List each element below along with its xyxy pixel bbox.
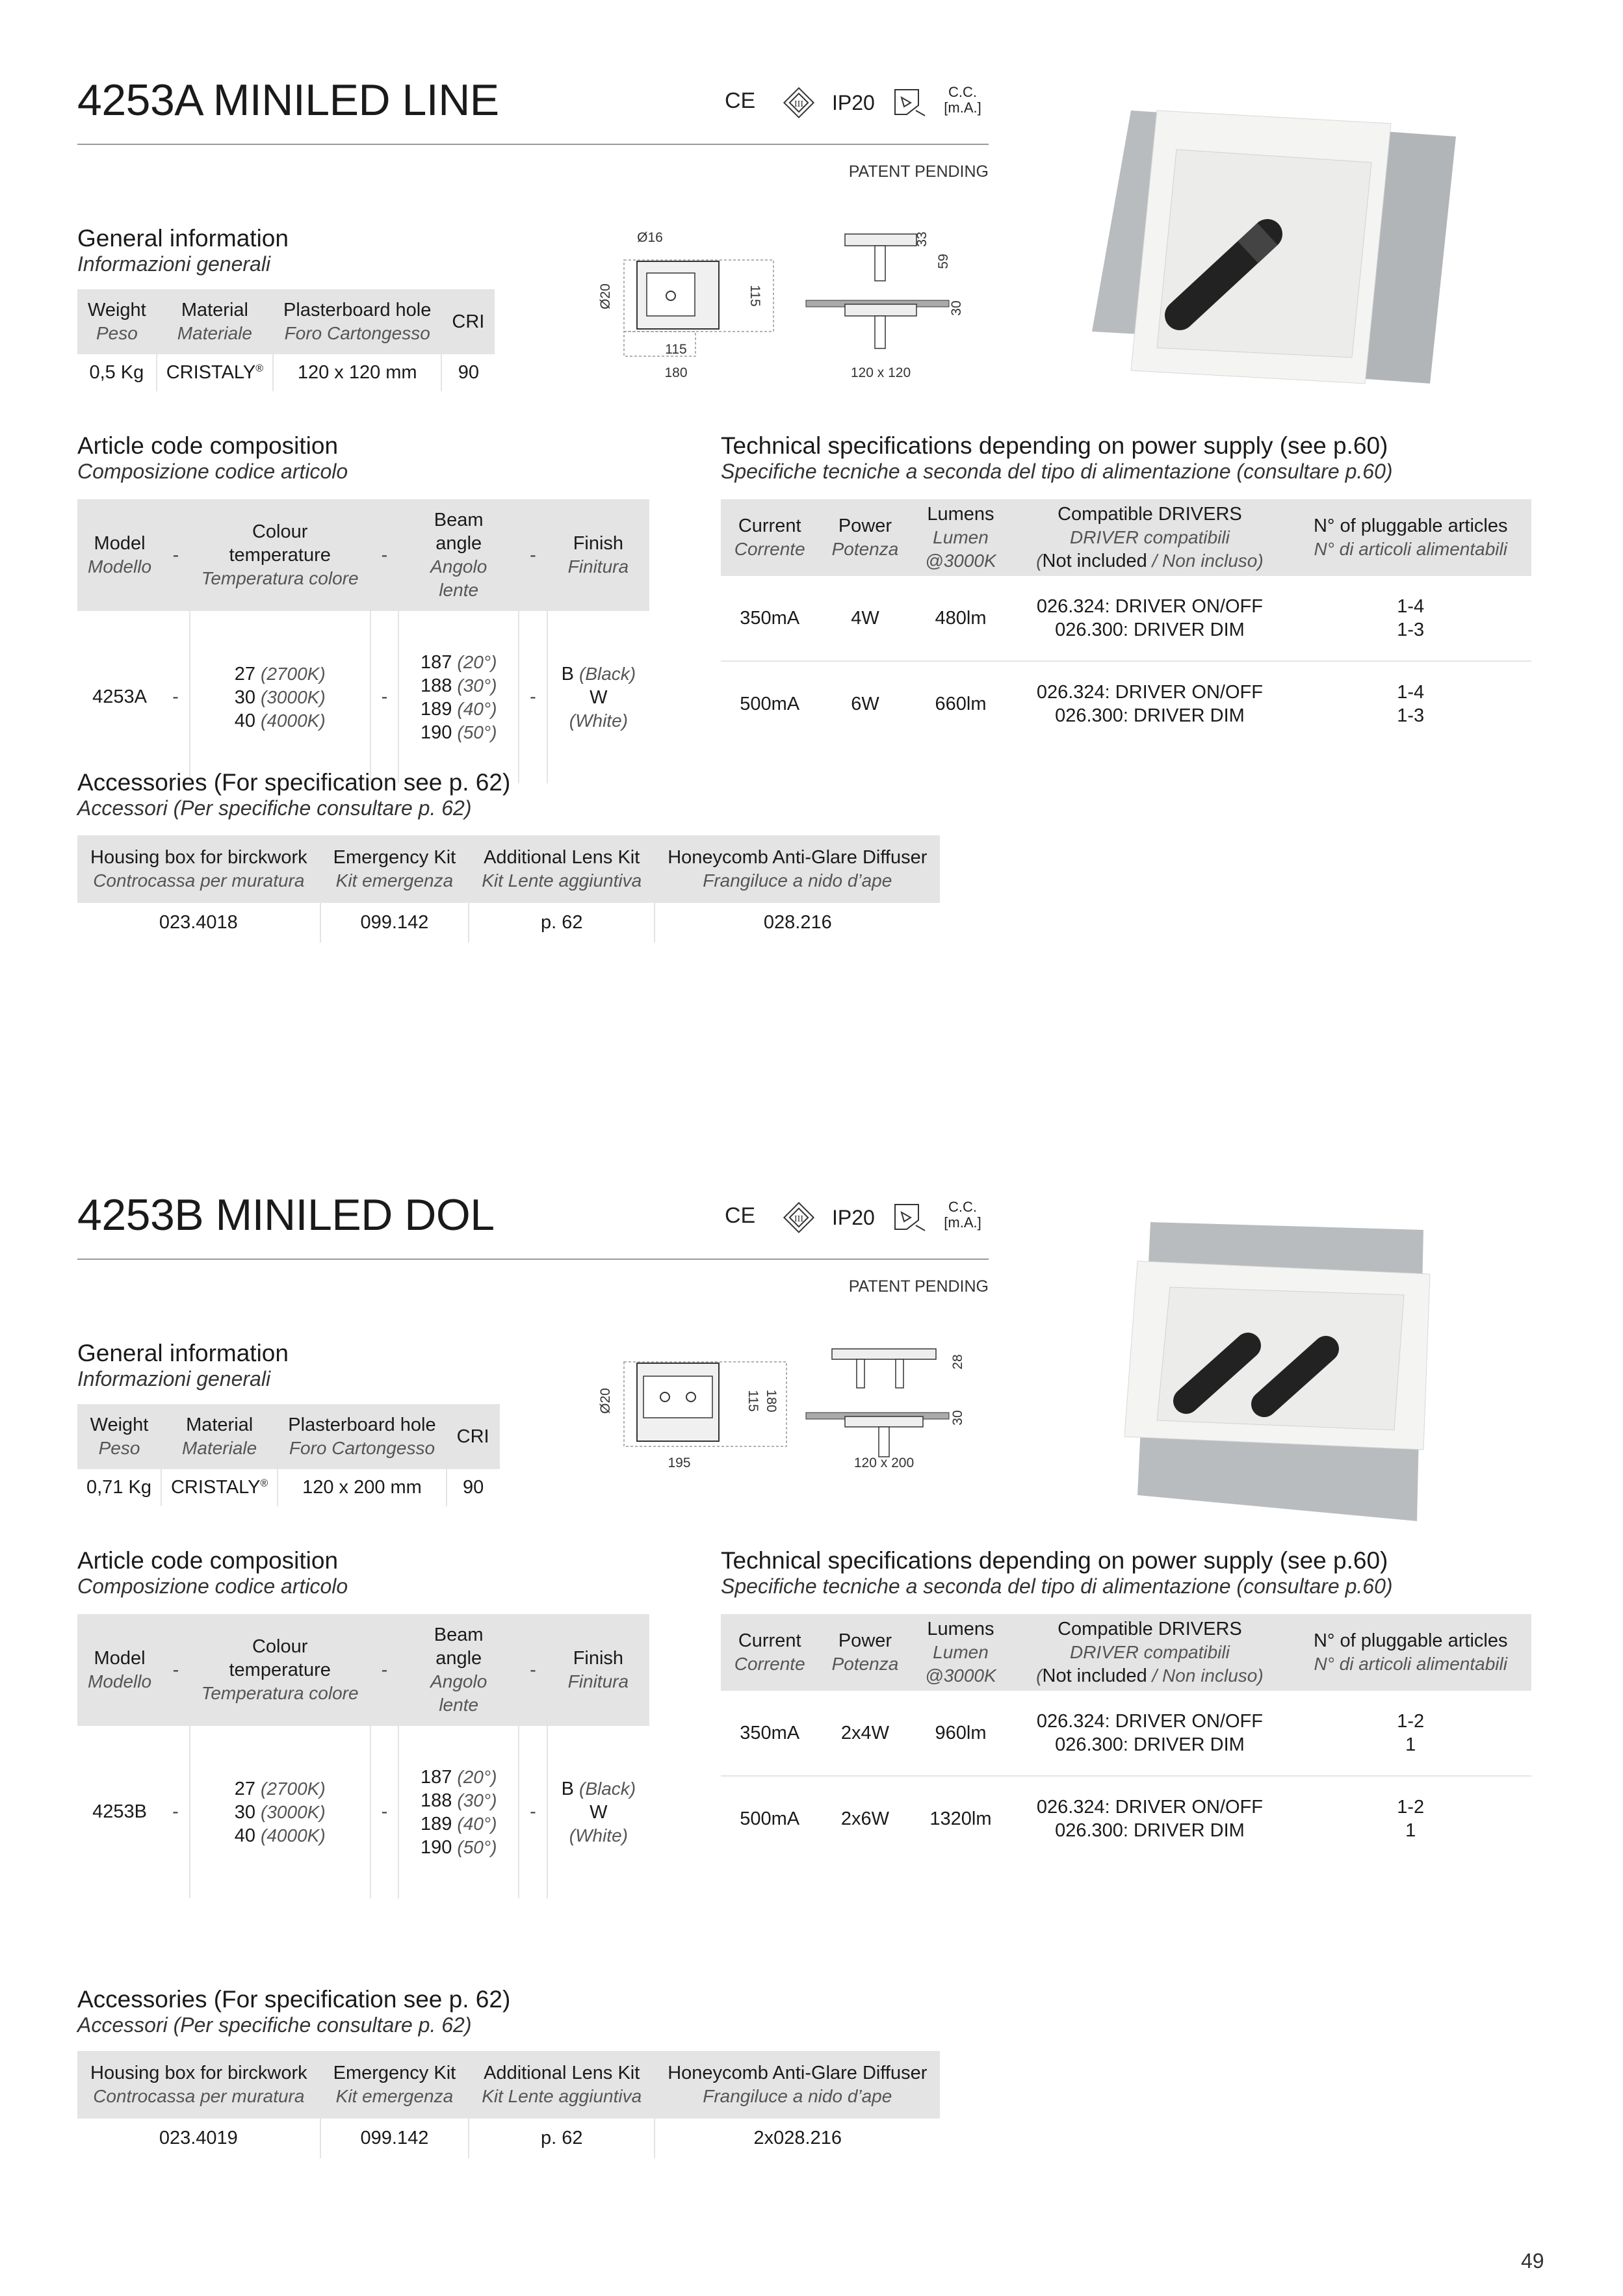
power-header: Power Potenza: [818, 499, 911, 576]
finish-codes: B (Black) W (White): [561, 663, 636, 731]
svg-text:30: 30: [950, 1410, 965, 1426]
pluggable-values: 1-2 1: [1290, 1691, 1531, 1776]
patent-pending: PATENT PENDING: [848, 1277, 989, 1296]
cc-ma-label: C.C. [m.A.]: [944, 84, 981, 116]
tech-heading-it: Specifiche tecniche a seconda del tipo di alimentazione (consultare p.60): [721, 460, 1393, 483]
dash: -: [162, 1726, 190, 1898]
accessories-heading-it: Accessori (Per specifiche consultare p. 62): [77, 2013, 472, 2037]
general-heading: General information: [77, 1340, 289, 1366]
cri-header: CRI: [441, 289, 495, 354]
general-table: [77, 289, 495, 391]
svg-text:Ø20: Ø20: [598, 1388, 613, 1414]
class-iii-icon: [779, 83, 818, 122]
ce-mark-icon: CE: [725, 88, 756, 113]
cri-value: 90: [458, 362, 479, 383]
power-value: 4W: [818, 576, 911, 661]
driver-values: 026.324: DRIVER ON/OFF 026.300: DRIVER DIM: [1036, 1797, 1263, 1841]
colour-header: Colour temperature Temperatura colore: [190, 1614, 370, 1726]
certification-row: [725, 83, 998, 122]
diffuser-header: Honeycomb Anti-Glare Diffuser Frangiluce a nido d’ape: [655, 2051, 940, 2119]
tech-heading: Technical specifications depending on power supply (see p.60): [721, 1547, 1388, 1574]
tech-table: [721, 1614, 1531, 1861]
diffuser-value: 028.216: [763, 912, 832, 933]
ip-rating: IP20: [832, 91, 875, 114]
general-heading-it: Informazioni generali: [77, 1367, 271, 1390]
drivers-header: Compatible DRIVERS DRIVER compatibili (Not included / Non incluso): [1009, 1614, 1290, 1691]
lens-kit-value: p. 62: [469, 903, 655, 943]
svg-text:180: 180: [664, 365, 688, 380]
technical-drawing: [572, 1336, 988, 1505]
dash: -: [370, 499, 399, 611]
weight-value: 0,71 Kg: [77, 1469, 161, 1506]
svg-text:115: 115: [665, 342, 687, 357]
colour-codes: 27 (2700K) 30 (3000K) 40 (4000K): [190, 1726, 370, 1898]
svg-text:59: 59: [936, 254, 951, 269]
article-heading: Article code composition: [77, 432, 339, 459]
product-photo: [1098, 1222, 1443, 1528]
dash: -: [519, 1614, 547, 1726]
title-divider: [77, 144, 989, 145]
ceiling-mount-icon: [892, 1201, 929, 1234]
tech-heading: Technical specifications depending on power supply (see p.60): [721, 432, 1388, 459]
lumens-header: Lumens Lumen @3000K: [912, 1614, 1010, 1691]
material-header: Material Materiale: [161, 1404, 278, 1469]
title-divider: [77, 1259, 989, 1260]
lumens-value: 960lm: [912, 1691, 1010, 1776]
dash: -: [519, 1726, 547, 1898]
page-number: 49: [1521, 2249, 1544, 2273]
drivers-header: Compatible DRIVERS DRIVER compatibili (Not included / Non incluso): [1009, 499, 1290, 576]
dash: -: [162, 1614, 190, 1726]
dash: -: [162, 611, 190, 783]
dash: -: [519, 611, 547, 783]
colour-header: Colour temperature Temperatura colore: [190, 499, 370, 611]
svg-text:115: 115: [746, 1390, 760, 1412]
pluggable-values: 1-2 1: [1397, 1797, 1425, 1841]
colour-codes: 27 (2700K) 30 (3000K) 40 (4000K): [190, 611, 370, 783]
svg-text:33: 33: [915, 231, 929, 247]
lumens-value: 1320lm: [929, 1808, 992, 1829]
power-value: 2x4W: [818, 1691, 911, 1776]
svg-text:120 x 120: 120 x 120: [850, 365, 911, 380]
housing-value: 023.4019: [77, 2119, 320, 2158]
accessories-heading: Accessories (For specification see p. 62): [77, 769, 511, 796]
svg-text:120 x 200: 120 x 200: [853, 1455, 915, 1470]
svg-text:30: 30: [949, 300, 964, 316]
general-heading: General information: [77, 225, 289, 252]
certification-row: [725, 1198, 998, 1237]
pluggable-header: N° of pluggable articles N° di articoli alimentabili: [1290, 1614, 1531, 1691]
hole-header: Plasterboard hole Foro Cartongesso: [273, 289, 441, 354]
emergency-value: 099.142: [320, 2119, 469, 2158]
pluggable-values: 1-4 1-3: [1397, 682, 1425, 726]
tech-row: [721, 576, 1531, 661]
finish-header: Finish Finitura: [547, 1614, 649, 1726]
weight-header: Weight Peso: [77, 1404, 161, 1469]
tech-row: [721, 1776, 1531, 1861]
lumens-header: Lumens Lumen @3000K: [912, 499, 1010, 576]
tech-row: [721, 661, 1531, 746]
ce-mark-icon: CE: [725, 1203, 756, 1228]
diffuser-header: Honeycomb Anti-Glare Diffuser Frangiluce a nido d’ape: [655, 835, 940, 903]
article-table: [77, 499, 649, 783]
driver-values: 026.324: DRIVER ON/OFF 026.300: DRIVER DIM: [1009, 1691, 1290, 1776]
hole-header: Plasterboard hole Foro Cartongesso: [278, 1404, 446, 1469]
accessories-table: [77, 835, 940, 943]
svg-text:Ø20: Ø20: [598, 283, 613, 309]
current-value: 500mA: [740, 1808, 800, 1829]
tech-table: [721, 499, 1531, 746]
tech-row: [721, 1691, 1531, 1776]
dash: -: [370, 611, 399, 783]
cri-header: CRI: [447, 1404, 500, 1469]
material-header: Material Materiale: [157, 289, 273, 354]
article-table: [77, 1614, 649, 1898]
hole-value: 120 x 120 mm: [273, 354, 441, 391]
beam-header: Beam angle Angolo lente: [398, 499, 519, 611]
current-header: Current Corrente: [721, 499, 818, 576]
cri-value: 90: [462, 1477, 484, 1498]
accessories-table: [77, 2051, 940, 2158]
lens-kit-header: Additional Lens Kit Kit Lente aggiuntiva: [469, 2051, 655, 2119]
svg-text:28: 28: [950, 1354, 965, 1370]
svg-text:Ø16: Ø16: [637, 230, 663, 245]
current-header: Current Corrente: [721, 1614, 818, 1691]
housing-header: Housing box for birckwork Controcassa per muratura: [77, 2051, 320, 2119]
accessories-heading-it: Accessori (Per specifiche consultare p. 62): [77, 796, 472, 820]
article-heading-it: Composizione codice articolo: [77, 460, 348, 483]
beam-codes: 187 (20°) 188 (30°) 189 (40°) 190 (50°): [398, 1726, 519, 1898]
svg-text:115: 115: [747, 285, 762, 307]
finish-header: Finish Finitura: [547, 499, 649, 611]
dash: -: [162, 499, 190, 611]
svg-text:180: 180: [764, 1389, 779, 1413]
product-photo: [1066, 98, 1469, 403]
model-code: 4253B: [92, 1801, 147, 1822]
cc-ma-label: C.C. [m.A.]: [944, 1199, 981, 1231]
patent-pending: PATENT PENDING: [848, 163, 989, 181]
article-heading: Article code composition: [77, 1547, 339, 1574]
technical-drawing: [572, 221, 988, 390]
emergency-value: 099.142: [320, 903, 469, 943]
emergency-header: Emergency Kit Kit emergenza: [320, 2051, 469, 2119]
current-value: 500mA: [740, 694, 800, 714]
tech-heading-it: Specifiche tecniche a seconda del tipo di alimentazione (consultare p.60): [721, 1574, 1393, 1598]
weight-value: 0,5 Kg: [77, 354, 157, 391]
beam-header: Beam angle Angolo lente: [398, 1614, 519, 1726]
lens-kit-header: Additional Lens Kit Kit Lente aggiuntiva: [469, 835, 655, 903]
ceiling-mount-icon: [892, 86, 929, 120]
dash: -: [370, 1726, 399, 1898]
product-title: 4253B MINILED DOL: [77, 1190, 495, 1240]
article-heading-it: Composizione codice articolo: [77, 1574, 348, 1598]
product-title: 4253A MINILED LINE: [77, 75, 499, 125]
lens-kit-value: p. 62: [469, 2119, 655, 2158]
power-value: 6W: [851, 694, 879, 714]
general-heading-it: Informazioni generali: [77, 252, 271, 276]
finish-codes: B (Black) W (White): [561, 1778, 636, 1846]
dash: -: [370, 1614, 399, 1726]
power-header: Power Potenza: [818, 1614, 911, 1691]
current-value: 350mA: [721, 1691, 818, 1776]
lumens-value: 660lm: [935, 694, 987, 714]
power-value: 2x6W: [840, 1808, 890, 1829]
ip-rating: IP20: [832, 1206, 875, 1229]
svg-text:195: 195: [668, 1455, 691, 1470]
svg-text:III: III: [794, 99, 803, 109]
svg-text:III: III: [794, 1214, 803, 1224]
housing-value: 023.4018: [77, 903, 320, 943]
lumens-value: 480lm: [912, 576, 1010, 661]
model-code: 4253A: [92, 686, 147, 707]
hole-value: 120 x 200 mm: [278, 1469, 446, 1506]
pluggable-values: 1-4 1-3: [1290, 576, 1531, 661]
emergency-header: Emergency Kit Kit emergenza: [320, 835, 469, 903]
model-header: Model Modello: [77, 1614, 162, 1726]
housing-header: Housing box for birckwork Controcassa per muratura: [77, 835, 320, 903]
general-table: [77, 1404, 500, 1506]
model-header: Model Modello: [77, 499, 162, 611]
pluggable-header: N° of pluggable articles N° di articoli alimentabili: [1290, 499, 1531, 576]
driver-values: 026.324: DRIVER ON/OFF 026.300: DRIVER DIM: [1036, 682, 1263, 726]
class-iii-icon: [779, 1198, 818, 1237]
diffuser-value: 2x028.216: [753, 2128, 842, 2148]
weight-header: Weight Peso: [77, 289, 157, 354]
current-value: 350mA: [721, 576, 818, 661]
accessories-heading: Accessories (For specification see p. 62): [77, 1986, 511, 2013]
dash: -: [519, 499, 547, 611]
material-value: CRISTALY®: [161, 1469, 278, 1506]
beam-codes: 187 (20°) 188 (30°) 189 (40°) 190 (50°): [398, 611, 519, 783]
driver-values: 026.324: DRIVER ON/OFF 026.300: DRIVER DIM: [1009, 576, 1290, 661]
material-value: CRISTALY®: [157, 354, 273, 391]
